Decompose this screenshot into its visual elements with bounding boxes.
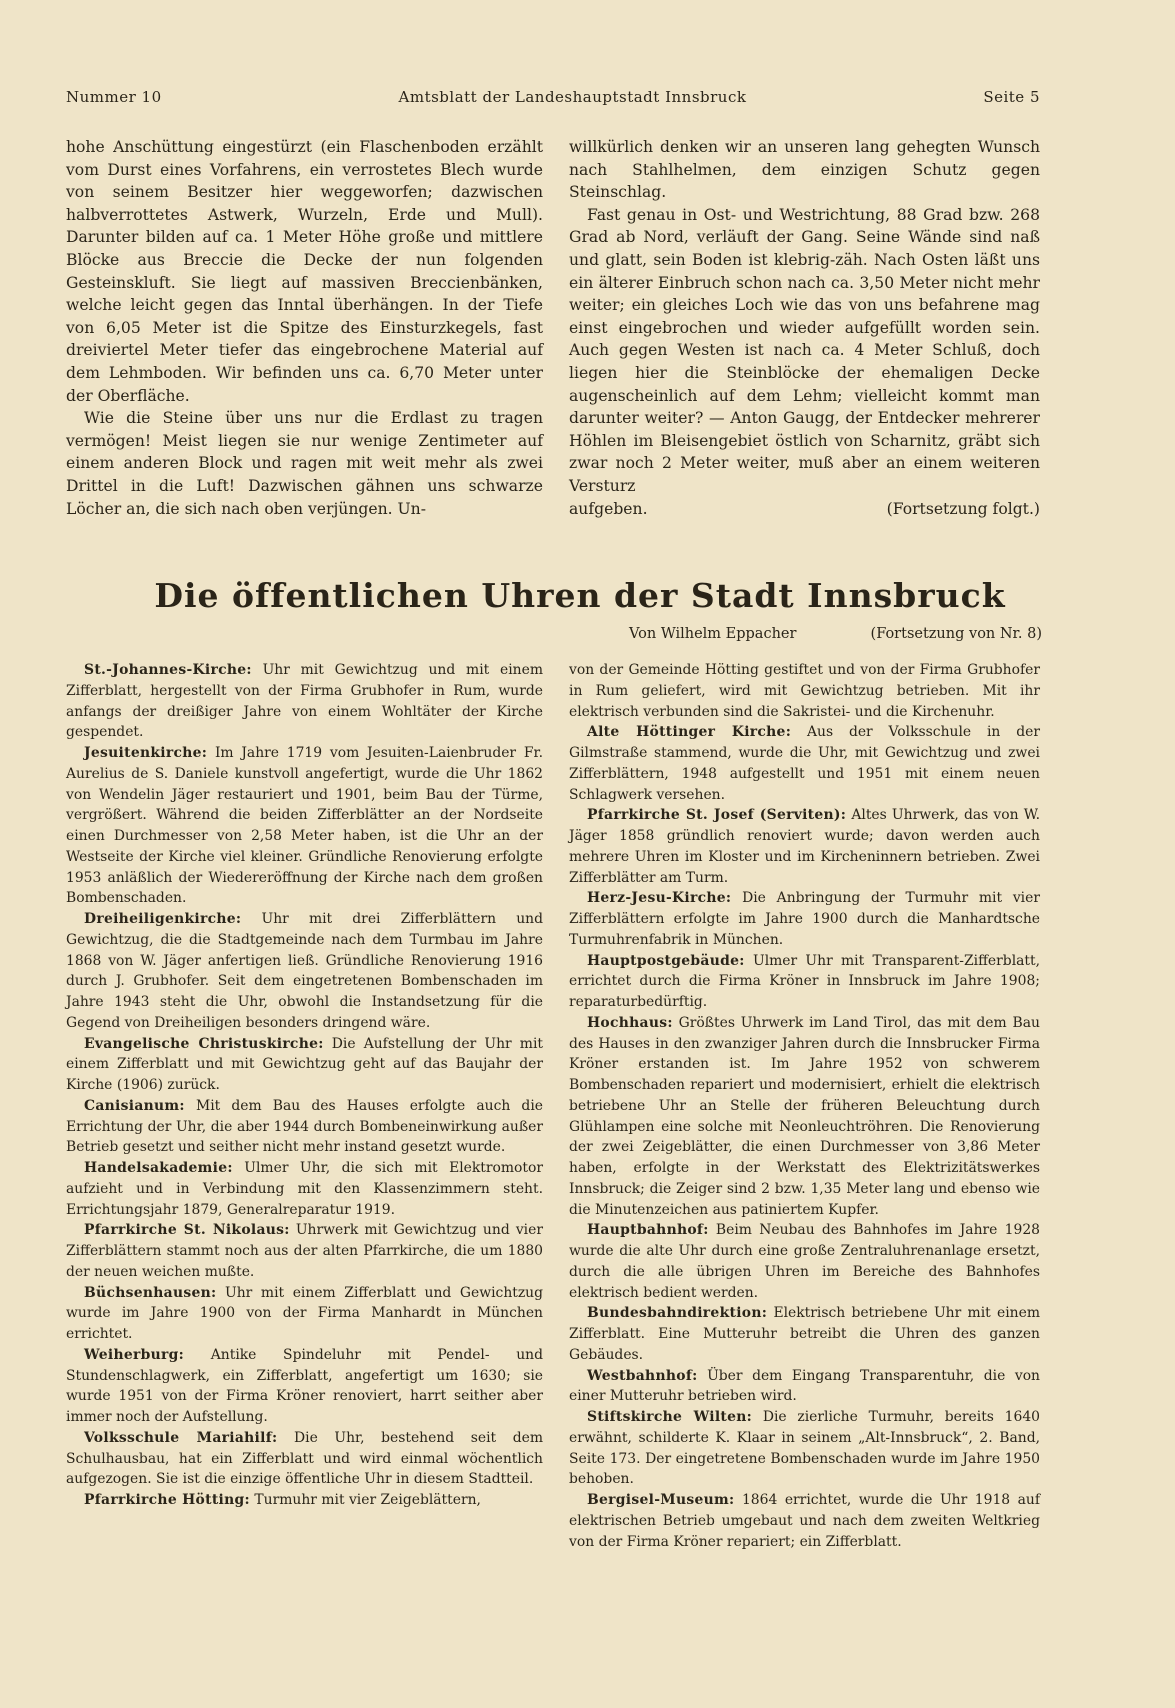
clock-description: Beim Neubau des Bahnhofes im Jahre 1928 wurde die alte Uhr durch eine große Zentraluhrenanlage ersetzt, durch die alle übrigen Uhren im Bereiche des Bahnhofes elektrisch bedient werden. (569, 1222, 1040, 1301)
top-right-column (569, 136, 1040, 520)
clock-location: Büchsenhausen: (84, 1284, 217, 1301)
clock-entry (569, 1303, 1040, 1365)
clock-description: Die zierliche Turmuhr, bereits 1640 erwähnt, schilderte K. Klaar in seinem „Alt-Innsbruck“, 2. Band, Seite 173. Der eingetretene Bombenschaden wurde im Jahre 1950 behoben. (569, 1409, 1040, 1488)
clock-entry (569, 722, 1040, 805)
clock-description: Altes Uhrwerk, das von W. Jäger 1858 gründlich renoviert wurde; davon werden auch mehrere Uhren im Kloster und im Kircheninnern betrieben. Zwei Zifferblätter am Turm. (569, 807, 1040, 886)
clock-location: Volksschule Mariahilf: (84, 1429, 278, 1446)
clock-description: Über dem Eingang Transparentuhr, die von einer Mutteruhr betrieben wird. (569, 1367, 1040, 1405)
top-left-column (66, 136, 543, 520)
clock-entry (66, 1428, 543, 1490)
clock-location: Bergisel-Museum: (587, 1492, 735, 1508)
clock-entry (66, 1220, 543, 1282)
clock-location: Stiftskirche Wilten: (587, 1409, 753, 1425)
article-left-column (66, 660, 543, 1511)
clock-location: Pfarrkirche Hötting: (84, 1492, 250, 1508)
clock-location: Hauptpostgebäude: (587, 952, 745, 969)
clock-entry (66, 909, 543, 1034)
clock-description: Antike Spindeluhr mit Pendel- und Stundenschlagwerk, ein Zifferblatt, angefertigt um 1630; sie wurde 1951 von der Firma Kröner renoviert, harrt seither aber immer noch der Aufstellung. (66, 1346, 543, 1425)
page-number: Seite 5 (983, 88, 1040, 106)
clock-entry (66, 743, 543, 909)
clock-entry (569, 1366, 1040, 1408)
paragraph: willkürlich denken wir an unseren lang gehegten Wunsch nach Stahlhelmen, dem einzigen Schutz gegen Steinschlag. (569, 138, 1040, 202)
clock-location: Pfarrkirche St. Nikolaus: (84, 1222, 290, 1239)
clock-description: Uhr mit einem Zifferblatt und Gewichtzug wurde im Jahre 1900 von der Firma Manhardt in München errichtet. (66, 1284, 543, 1342)
last-word: aufgeben. (569, 499, 648, 518)
clock-description: 1864 errichtet, wurde die Uhr 1918 auf elektrischen Betrieb umgebaut und nach dem zweiten Weltkrieg von der Firma Kröner repariert; ein Zifferblatt. (569, 1492, 1040, 1550)
clock-location: Dreiheiligenkirche: (84, 911, 242, 927)
paragraph: hohe Anschüttung eingestürzt (ein Flaschenboden erzählt vom Durst eines Vorfahrens, ein verrostetes Blech wurde von seinem Besitzer hier weggeworfen; dazwischen halbverrottetes Astwerk, Wurzeln, Erde und Mull). Darunter bilden auf ca. 1 Meter Höhe große und mittlere Blöcke aus Breccie die Decke der nun folgenden Gesteinskluft. Sie liegt auf massiven Breccienbänken, welche leicht gegen das Inntal überhängen. In der Tiefe von 6,05 Meter ist die Spitze des Einsturzkegels, fast dreiviertel Meter tiefer das eingebrochene Material auf dem Lehmboden. Wir befinden uns ca. 6,70 Meter unter der Oberfläche. (66, 138, 543, 405)
publication-title: Amtsblatt der Landeshauptstadt Innsbruck (398, 88, 747, 106)
clock-description: Uhrwerk mit Gewichtzug und vier Zifferblättern stammt noch aus der alten Pfarrkirche, die um 1880 der neuen weichen mußte. (66, 1222, 543, 1280)
clock-entry (569, 1490, 1040, 1552)
clock-description: Uhr mit Gewichtzug und mit einem Zifferblatt, hergestellt von der Firma Grubhofer in Rum, wurde anfangs der dreißiger Jahre von einem Wohltäter der Kirche gespendet. (66, 662, 543, 741)
clock-entry (66, 1490, 543, 1511)
clock-entry (569, 888, 1040, 950)
clock-description: Ulmer Uhr mit Transparent-Zifferblatt, errichtet durch die Firma Kröner in Innsbruck im Jahre 1908; reparaturbedürftig. (569, 952, 1040, 1010)
byline (629, 626, 1042, 642)
clock-location: Herz-Jesu-Kirche: (587, 890, 732, 907)
article-right-column (569, 660, 1040, 1552)
clock-description: Die Anbringung der Turmuhr mit vier Zifferblättern erfolgte im Jahre 1900 durch die Manhardtsche Turmuhrenfabrik in München. (569, 890, 1040, 948)
clock-entry (569, 1013, 1040, 1221)
clock-entry (569, 951, 1040, 1013)
clock-entry (569, 805, 1040, 888)
clock-description: Im Jahre 1719 vom Jesuiten-Laienbruder Fr. Aurelius de S. Daniele kunstvoll angefertigt, wurde die Uhr 1862 von Wendelin Jäger restauriert und 1901, beim Bau der Türme, vergrößert. Während die beiden Zifferblätter an der Nordseite einen Durchmesser von 2,58 Meter haben, ist die Uhr an der Westseite der Kirche viel kleiner. Gründliche Renovierung erfolgte 1953 anläßlich der Wiedereröffnung der Kirche nach dem großen Bombenschaden. (66, 745, 543, 907)
clock-location: Alte Höttinger Kirche: (587, 724, 792, 741)
clock-location: Westbahnhof: (587, 1367, 698, 1384)
clock-description: Elektrisch betriebene Uhr mit einem Zifferblatt. Eine Mutteruhr betreibt die Uhren des ganzen Gebäudes. (569, 1305, 1040, 1363)
clock-location: Pfarrkirche St. Josef (Serviten): (587, 807, 847, 824)
clock-description: von der Gemeinde Hötting gestiftet und von der Firma Grubhofer in Rum geliefert, wird mit Gewichtzug betrieben. Mit ihr elektrisch verbunden sind die Sakristei- und die Kirchenuhr. (569, 662, 1040, 720)
clock-description: Aus der Volksschule in der Gilmstraße stammend, wurde die Uhr, mit Gewichtzug und zwei Zifferblättern, 1948 aufgestellt und 1951 mit einem neuen Schlagwerk versehen. (569, 724, 1040, 803)
clock-description: Uhr mit drei Zifferblättern und Gewichtzug, die die Stadtgemeinde nach dem Turmbau im Jahre 1868 von W. Jäger anfertigen ließ. Gründliche Renovierung 1916 durch J. Grubhofer. Seit dem eingetretenen Bombenschaden im Jahre 1943 steht die Uhr, obwohl die Instandsetzung für die Gegend von Dreiheiligen besonders dringend wäre. (66, 911, 543, 1031)
clock-entry (569, 1407, 1040, 1490)
clock-entry (66, 1345, 543, 1428)
clock-location: Hochhaus: (587, 1014, 673, 1031)
clock-description: Die Aufstellung der Uhr mit einem Zifferblatt und mit Gewichtzug geht auf das Baujahr der Kirche (1906) zurück. (66, 1035, 543, 1093)
continuation-line (569, 498, 1040, 521)
issue-number: Nummer 10 (66, 88, 162, 106)
clock-entry (66, 1096, 543, 1158)
continued-note: (Fortsetzung folgt.) (886, 499, 1040, 518)
clock-description: Größtes Uhrwerk im Land Tirol, das mit dem Bau des Hauses in den zwanziger Jahren durch die Innsbrucker Firma Kröner erstanden ist. Im Jahre 1952 von schwerem Bombenschaden repariert und modernisiert, erhielt die elektrisch betriebene Uhr an Stelle der früheren Beleuchtung durch Glühlampen eine solche mit Neonleuchtröhren. Die Renovierung der zwei Zeigeblätter, die einen Durchmesser von 3,86 Meter haben, erfolgte in der Werkstatt des Elektrizitätswerkes Innsbruck; die Zeiger sind 2 bzw. 1,35 Meter lang und ebenso wie die Minutenzeichen aus patiniertem Kupfer. (569, 1014, 1040, 1218)
clock-entry (66, 1283, 543, 1345)
clock-entry (569, 1220, 1040, 1303)
clock-location: Weiherburg: (84, 1346, 185, 1363)
clock-location: Hauptbahnhof: (587, 1222, 709, 1239)
article-title: Die öffentlichen Uhren der Stadt Innsbruck (154, 576, 1006, 615)
page-header (66, 88, 1040, 106)
paragraph: Fast genau in Ost- und Westrichtung, 88 Grad bzw. 268 Grad ab Nord, verläuft der Gang. Seine Wände sind naß und glatt, sein Boden ist klebrig-zäh. Nach Osten läßt uns ein älterer Einbruch schon nach ca. 3,50 Meter nicht mehr weiter; ein gleiches Loch wie das von uns befahrene mag einst eingebrochen und wieder aufgefüllt worden sein. Auch gegen Westen ist nach ca. 4 Meter Schluß, doch liegen hier die Steinblöcke der ehemaligen Decke augenscheinlich auf dem Lehm; vielleicht kommt man darunter weiter? — Anton Gaugg, der Entdecker mehrerer Höhlen im Bleisengebiet östlich von Scharnitz, gräbt sich zwar noch 2 Meter weiter, muß aber an einem weiteren Versturz (569, 205, 1040, 495)
clock-entry (569, 660, 1040, 722)
clock-entry (66, 1158, 543, 1220)
clock-entry (66, 1034, 543, 1096)
continuation-from: (Fortsetzung von Nr. 8) (870, 626, 1042, 642)
clock-location: Bundesbahndirektion: (587, 1305, 768, 1322)
clock-description: Mit dem Bau des Hauses erfolgte auch die Errichtung der Uhr, die aber 1944 durch Bombeneinwirkung außer Betrieb gesetzt und seither nicht mehr instand gesetzt wurde. (66, 1097, 543, 1156)
clock-location: St.-Johannes-Kirche: (84, 662, 252, 678)
paragraph: Wie die Steine über uns nur die Erdlast zu tragen vermögen! Meist liegen sie nur wenige Zentimeter auf einem anderen Block und ragen mit weit mehr als zwei Drittel in die Luft! Dazwischen gähnen uns schwarze Löcher an, die sich nach oben verjüngen. Un- (66, 409, 543, 518)
clock-description: Die Uhr, bestehend seit dem Schulhausbau, hat ein Zifferblatt und wird einmal wöchentlich aufgezogen. Sie ist die einzige öffentliche Uhr in diesem Stadtteil. (66, 1429, 544, 1488)
clock-entry (66, 660, 543, 743)
clock-description: Turmuhr mit vier Zeigeblättern, (249, 1492, 481, 1508)
author: Von Wilhelm Eppacher (629, 626, 797, 642)
clock-description: Ulmer Uhr, die sich mit Elektromotor aufzieht und in Verbindung mit den Klassenzimmern steht. Errichtungsjahr 1879, Generalreparatur 1919. (66, 1160, 543, 1218)
clock-location: Evangelische Christuskirche: (84, 1035, 324, 1052)
clock-location: Handelsakademie: (84, 1160, 233, 1176)
clock-location: Canisianum: (84, 1097, 185, 1114)
clock-location: Jesuitenkirche: (84, 745, 208, 761)
